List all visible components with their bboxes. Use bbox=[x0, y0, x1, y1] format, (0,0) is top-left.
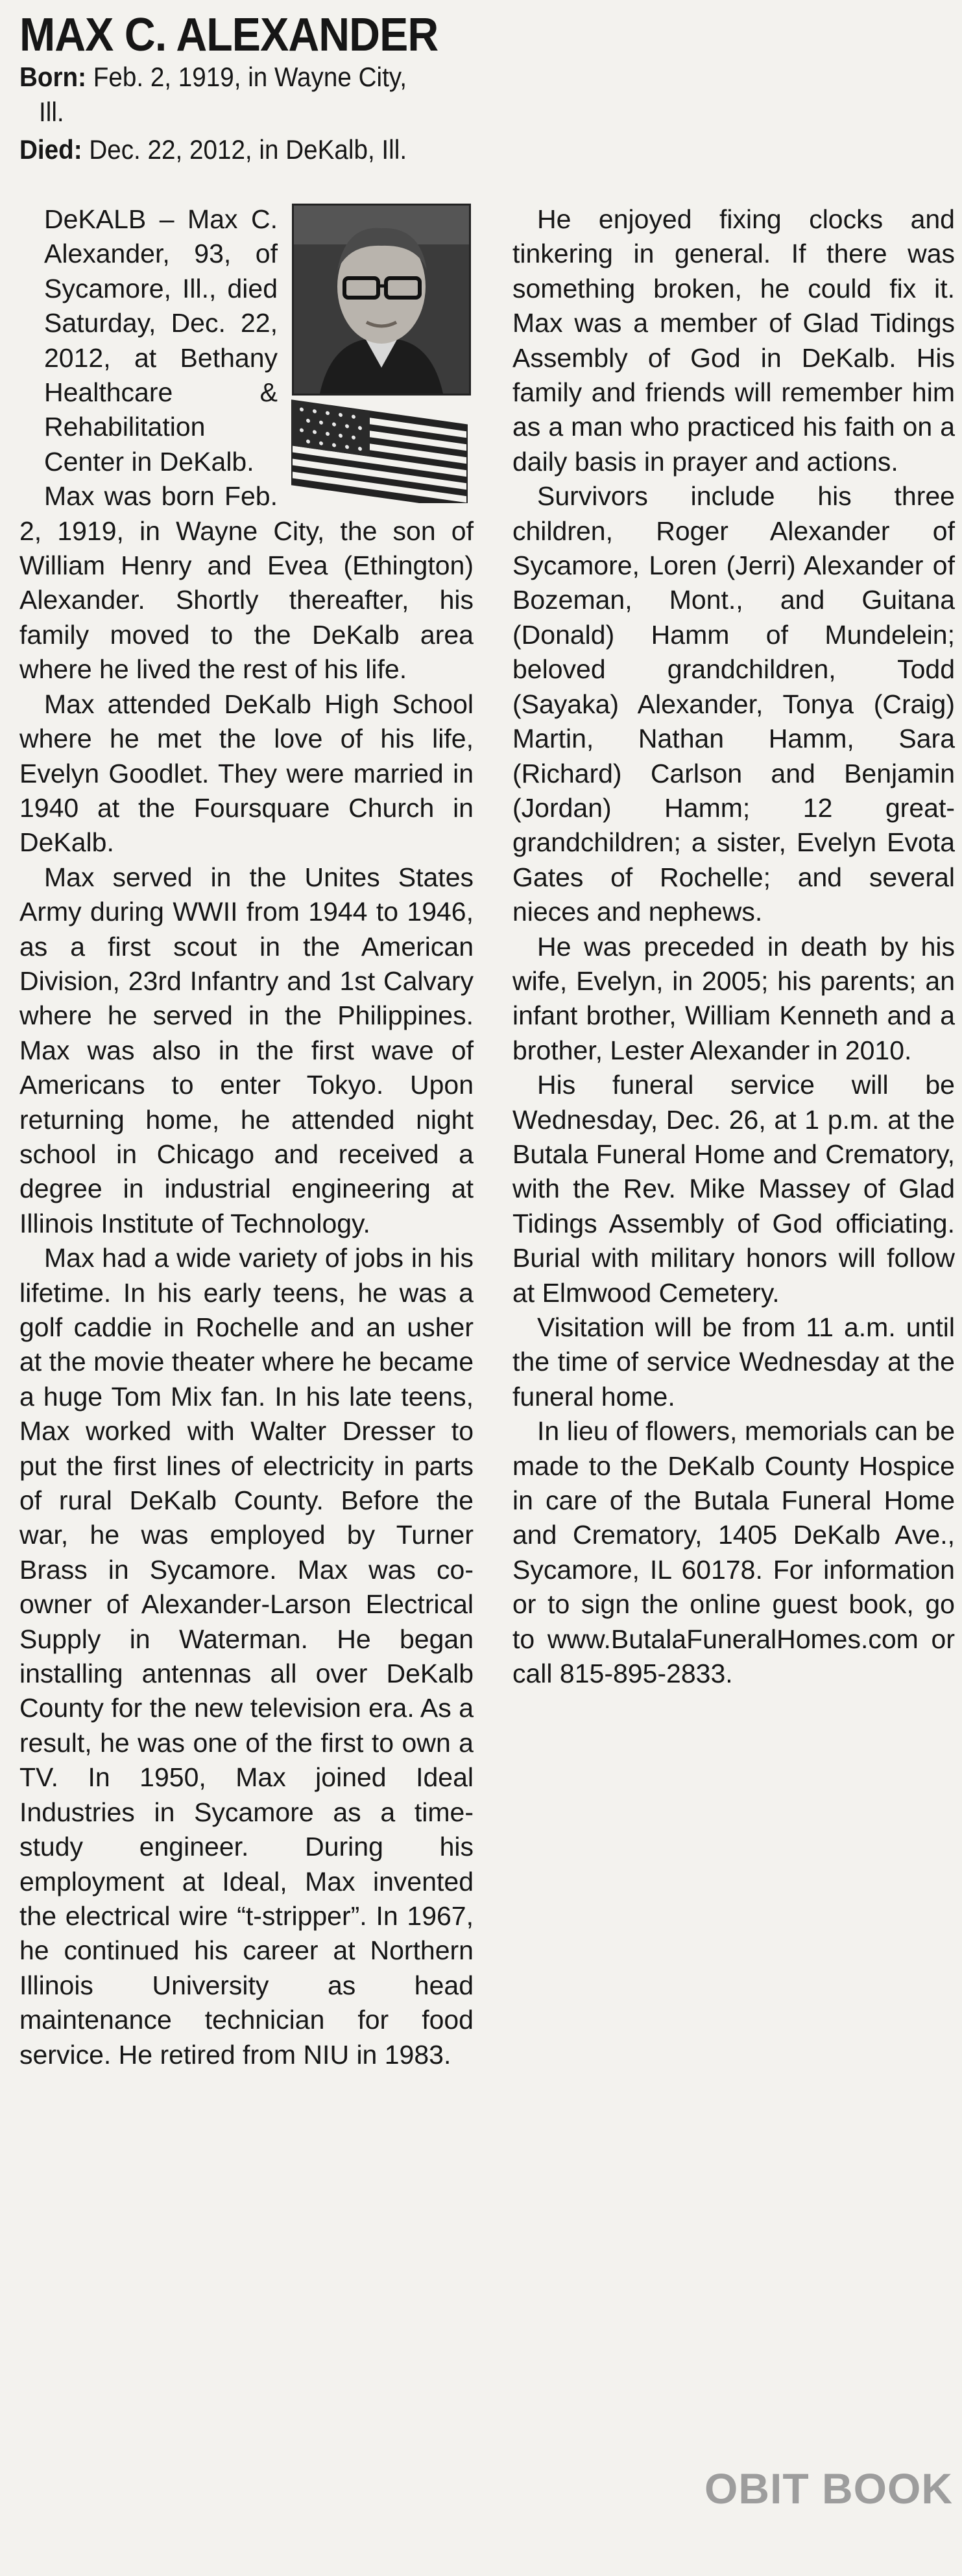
obituary-paragraph: Max was born Feb. 2, 1919, in Wayne City, the son of William Henry and Evea (Ethington) Alexander. Shortly thereafter, his family moved to the DeKalb area where he lived the rest of his life. bbox=[19, 481, 474, 685]
obituary-paragraph: Survivors include his three children, Roger Alexander of Sycamore, Loren (Jerri) Alexander of Bozeman, Mont., and Guitana (Donald) Hamm of Mundelein; beloved grandchildren, Todd (Sayaka) Alexander, Tonya (Craig) Martin, Nathan Hamm, Sara (Richard) Carlson and Benjamin (Jordan) Hamm; 12 great-grandchildren; a sister, Evelyn Evota Gates of Rochelle; and several nieces and nephews. bbox=[512, 481, 955, 927]
photo-area bbox=[292, 204, 474, 503]
born-line-continued: Ill. bbox=[39, 97, 64, 127]
obituary-paragraph: His funeral service will be Wednesday, Dec. 26, at 1 p.m. at the Butala Funeral Home and Crematory, with the Rev. Mike Massey of Glad Tidings Assembly of God officiating. Burial with military honors will follow at Elmwood Cemetery. bbox=[512, 1070, 955, 1308]
obit-book-logo: OBIT BOOK bbox=[704, 2464, 953, 2512]
died-label: Died: bbox=[19, 134, 82, 165]
died-line bbox=[19, 132, 407, 167]
obituary-paragraph: In lieu of flowers, memorials can be made to the DeKalb County Hospice in care of the Butala Funeral Home and Crematory, 1405 DeKalb Ave., Sycamore, IL 60178. For information or to sign the online guest book, go to www.ButalaFuneralHomes.com or call 815-895-2833. bbox=[512, 1416, 955, 1689]
deceased-name: MAX C. ALEXANDER bbox=[19, 9, 439, 61]
obituary-paragraph: Max attended DeKalb High School where he met the love of his life, Evelyn Goodlet. They were married in 1940 at the Foursquare Church in DeKalb. bbox=[19, 689, 474, 858]
obituary-paragraph: Max served in the Unites States Army during WWII from 1944 to 1946, as a first scout in the American Division, 23rd Infantry and 1st Calvary where he served in the Philippines. Max was also in the first wave of Americans to enter Tokyo. Upon returning home, he attended night school in Chicago and received a degree in industrial engineering at Illinois Institute of Technology. bbox=[19, 862, 474, 1238]
portrait-photo bbox=[292, 204, 471, 396]
obituary-column-1 bbox=[19, 202, 474, 2072]
obituary-paragraph: DeKALB – Max C. Alexander, 93, of Sycamore, Ill., died Saturday, Dec. 22, 2012, at Bethany Healthcare & Rehabilitation Center in DeKalb. bbox=[44, 204, 278, 477]
born-value: Feb. 2, 1919, in Wayne City, bbox=[93, 62, 407, 92]
obituary-paragraph: Visitation will be from 11 a.m. until the time of service Wednesday at the funeral home. bbox=[512, 1312, 955, 1412]
obituary-paragraph: Max had a wide variety of jobs in his lifetime. In his early teens, he was a golf caddie in Rochelle and an usher at the movie theater where he became a huge Tom Mix fan. In his late teens, Max worked with Walter Dresser to put the first lines of electricity in parts of rural DeKalb County. Before the war, he was employed by Turner Brass in Sycamore. Max was co-owner of Alexander-Larson Electrical Supply in Waterman. He began installing antennas all over DeKalb County for the new television era. As a result, he was one of the first to own a TV. In 1950, Max joined Ideal Industries in Sycamore as a time-study engineer. During his employment at Ideal, Max invented the electrical wire “t-stripper”. In 1967, he continued his career at Northern Illinois University as head maintenance technician for food service. He retired from NIU in 1983. bbox=[19, 1243, 474, 2070]
obituary-column-2 bbox=[512, 202, 955, 1691]
born-line bbox=[19, 60, 407, 95]
obituary-paragraph: He was preceded in death by his wife, Evelyn, in 2005; his parents; an infant brother, William Kenneth and a brother, Lester Alexander in 2010. bbox=[512, 931, 955, 1065]
died-value: Dec. 22, 2012, in DeKalb, Ill. bbox=[89, 134, 407, 165]
american-flag-icon bbox=[285, 399, 474, 503]
born-label: Born: bbox=[19, 62, 87, 92]
obituary-paragraph: He enjoyed fixing clocks and tinkering in general. If there was something broken, he could fix it. Max was a member of Glad Tidings Assembly of God in DeKalb. His family and friends will remember him as a man who practiced his faith on a daily basis in prayer and actions. bbox=[512, 204, 955, 477]
